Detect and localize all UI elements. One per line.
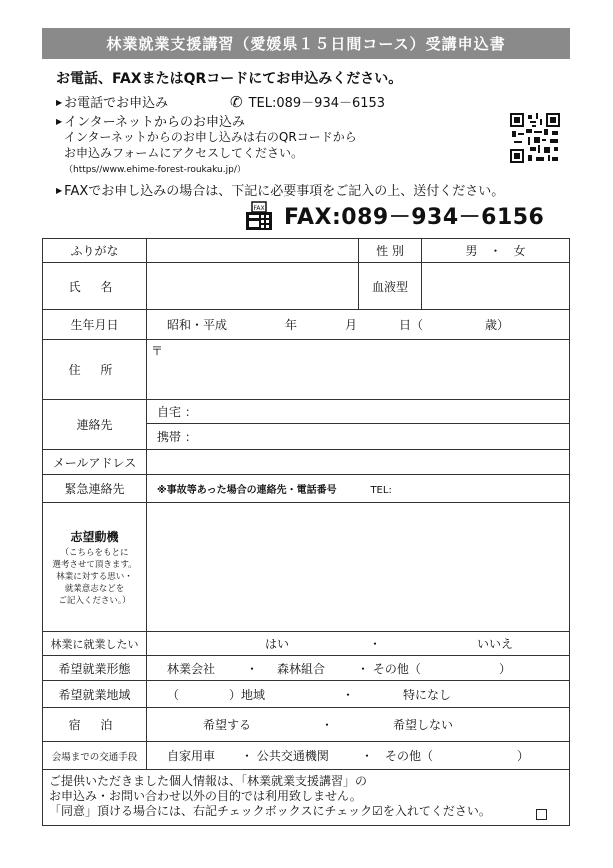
- row-privacy: [43, 770, 570, 826]
- option-cooperative[interactable]: 森林組合: [277, 661, 326, 676]
- month-label: 月: [345, 318, 358, 332]
- motive-note-line: ご記入ください。）: [58, 595, 131, 606]
- fax-icon: [244, 201, 274, 231]
- option-car[interactable]: 自家用車: [167, 749, 216, 763]
- era-option: 昭和・平成: [167, 318, 228, 332]
- consent-checkbox[interactable]: [536, 809, 547, 820]
- internet-line2: お申込みフォームにアクセスしてください。: [64, 146, 304, 160]
- day-label: 日（: [399, 318, 424, 332]
- phone-application: [56, 92, 386, 111]
- blood-type-field[interactable]: [422, 263, 570, 310]
- work-area-options[interactable]: [147, 681, 570, 708]
- contact-label: 連絡先: [43, 400, 147, 450]
- work-type-label: 希望就業形態: [43, 656, 147, 681]
- want-forestry-options[interactable]: [147, 632, 570, 656]
- option-no[interactable]: いいえ: [477, 637, 514, 651]
- option-want-lodging[interactable]: 希望する: [203, 718, 252, 732]
- row-name: [43, 263, 570, 310]
- option-other-close: ）: [499, 661, 512, 676]
- option-transport-close: ）: [517, 749, 530, 763]
- privacy-line: お申込み・お問い合わせ以外の目的では利用致しません。: [49, 789, 362, 803]
- home-phone-field[interactable]: [147, 400, 570, 424]
- area-region-label[interactable]: ）地域: [229, 687, 266, 702]
- motive-note-line: 就業意志などを: [64, 583, 125, 594]
- email-label: メールアドレス: [43, 450, 147, 475]
- emergency-note: ※事故等あった場合の連絡先・電話番号: [157, 485, 337, 496]
- motive-note: [43, 547, 146, 607]
- mobile-phone-field[interactable]: [147, 424, 570, 450]
- row-lodging: [43, 708, 570, 742]
- row-work-type: [43, 656, 570, 681]
- furigana-label: ふりがな: [43, 239, 147, 263]
- row-work-area: [43, 681, 570, 708]
- privacy-line: 「同意」頂ける場合には、右記チェックボックスにチェック☑を入れてください。: [49, 804, 491, 818]
- option-separator: ・: [245, 661, 258, 676]
- row-address: [43, 340, 570, 400]
- work-type-options[interactable]: [147, 656, 570, 681]
- age-label: 歳）: [485, 318, 510, 332]
- option-yes[interactable]: はい: [264, 637, 289, 651]
- phone-label: ▶ お電話でお申込み: [56, 96, 168, 111]
- transport-options[interactable]: [147, 742, 570, 770]
- work-area-label: 希望就業地域: [43, 681, 147, 708]
- option-no-lodging[interactable]: 希望しない: [393, 718, 454, 732]
- blood-type-label: 血液型: [359, 263, 422, 310]
- option-separator: ・: [320, 718, 333, 732]
- row-transport: [43, 742, 570, 770]
- row-want-forestry: [43, 632, 570, 656]
- mobile-phone-label: 携帯 ：: [157, 430, 197, 444]
- internet-line1: インターネットからのお申し込みは右のQRコードから: [64, 130, 357, 144]
- want-forestry-label: 林業に就業したい: [43, 632, 147, 656]
- row-home-phone: [43, 400, 570, 424]
- phone-number-group: [230, 92, 385, 111]
- fax-icon-label: FAX: [253, 204, 265, 212]
- name-label: 氏 名: [43, 263, 147, 310]
- row-emergency: [43, 475, 570, 503]
- option-transport-other[interactable]: ・ その他（: [361, 749, 434, 763]
- option-public-transport[interactable]: ・ 公共交通機関: [241, 749, 329, 763]
- address-label: 住 所: [43, 340, 147, 400]
- option-separator: ・: [368, 637, 381, 651]
- row-birthday: [43, 310, 570, 340]
- fax-instruction: ▶ FAXでお申し込みの場合は、下記に必要事項をご記入の上、送付ください。: [56, 180, 504, 199]
- transport-label: 会場までの交通手段: [43, 742, 147, 770]
- website-url[interactable]: （https//www.ehime-forest-roukaku.jp/）: [64, 165, 246, 175]
- lodging-options[interactable]: [147, 708, 570, 742]
- motive-note-line: 林業に対する思い・: [56, 571, 133, 582]
- option-other[interactable]: ・ その他（: [357, 661, 421, 676]
- row-furigana: [43, 239, 570, 263]
- fax-number: FAX:089－934－6156: [284, 205, 545, 230]
- lead-text: お電話、FAXまたはQRコードにてお申込みください。: [56, 71, 403, 87]
- emergency-field[interactable]: [147, 475, 570, 503]
- motive-title: 志望動機: [70, 529, 119, 544]
- row-email: [43, 450, 570, 475]
- birthday-field[interactable]: [147, 310, 570, 340]
- year-label: 年: [285, 318, 298, 332]
- motive-note-line: 選考させて頂きます。: [52, 559, 137, 570]
- name-field[interactable]: [147, 263, 359, 310]
- motive-label-cell: [43, 503, 147, 632]
- address-field[interactable]: [147, 340, 570, 400]
- fax-number-row: [244, 200, 544, 231]
- internet-label: ▶ インターネットからのお申込み: [56, 111, 245, 130]
- motive-note-line: （こちらをもとに: [60, 547, 129, 558]
- qr-code-icon[interactable]: [510, 113, 560, 163]
- gender-label: 性 別: [359, 239, 422, 263]
- option-separator: ・: [341, 687, 354, 702]
- row-motive: [43, 503, 570, 632]
- application-form-table: [42, 238, 570, 826]
- phone-icon: ✆: [230, 93, 243, 111]
- lodging-label: 宿 泊: [43, 708, 147, 742]
- privacy-line: ご提供いただきました個人情報は、「林業就業支援講習」の: [49, 774, 368, 788]
- motive-field[interactable]: [147, 503, 570, 632]
- phone-number: TEL:089－934－6153: [248, 96, 386, 111]
- form-title: 林業就業支援講習（愛媛県１５日間コース）受講申込書: [42, 28, 570, 59]
- option-company[interactable]: 林業会社: [167, 661, 216, 676]
- emergency-tel-label: TEL:: [370, 485, 392, 496]
- area-open-paren: （: [167, 687, 180, 702]
- gender-options[interactable]: 男 ・ 女: [422, 239, 570, 263]
- postal-mark: 〒: [151, 344, 164, 358]
- option-no-preference[interactable]: 特になし: [403, 687, 452, 702]
- emergency-label: 緊急連絡先: [43, 475, 147, 503]
- privacy-notice: [43, 770, 570, 826]
- birthday-label: 生年月日: [43, 310, 147, 340]
- home-phone-label: 自宅 ：: [157, 405, 197, 419]
- furigana-field[interactable]: [147, 239, 359, 263]
- email-field[interactable]: [147, 450, 570, 475]
